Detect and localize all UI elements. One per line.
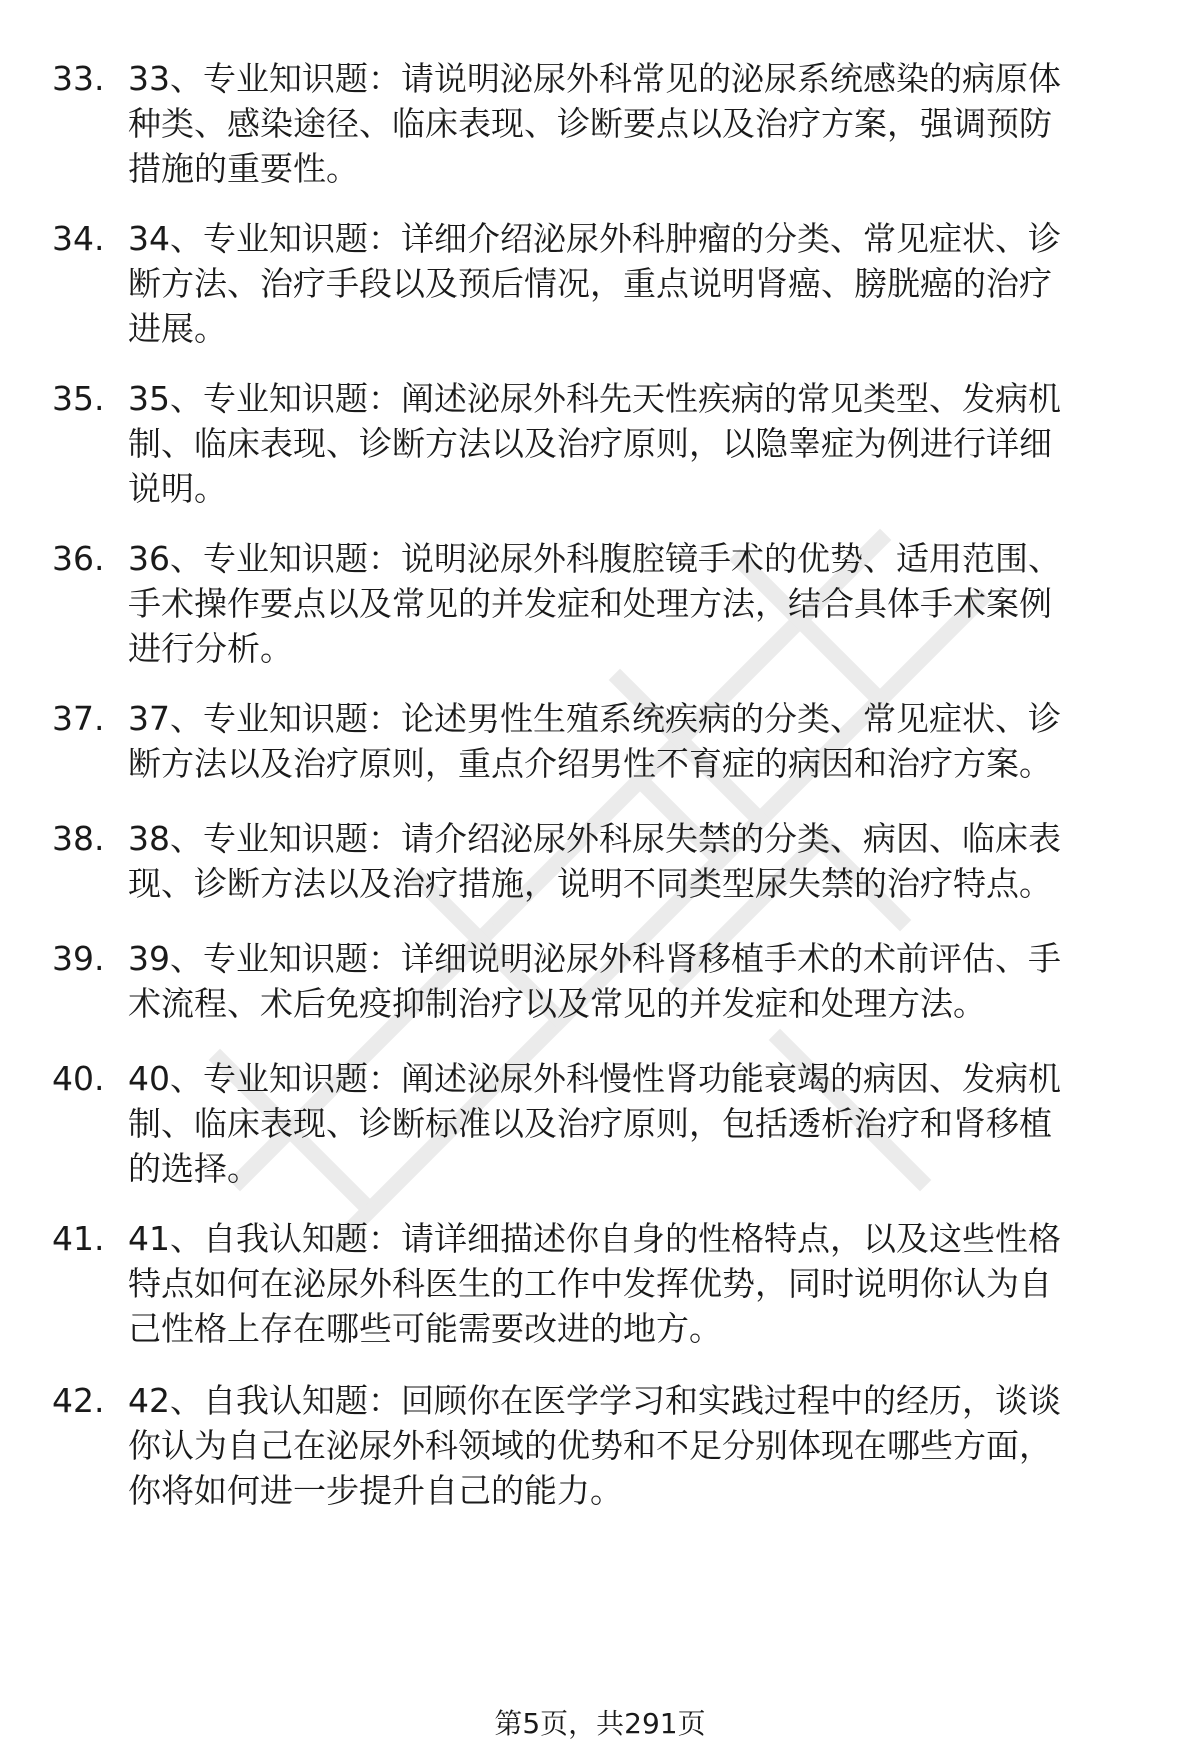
text-line: 断方法、治疗手段以及预后情况，重点说明肾癌、膀胱癌的治疗 [128,264,1052,303]
text-line: 你将如何进一步提升自己的能力。 [128,1471,623,1510]
question-text [128,816,1128,906]
list-number: 35. [52,379,105,418]
text-line: 说明。 [128,469,227,508]
question-text [128,216,1128,351]
question-text [128,1056,1128,1191]
list-number: 39. [52,939,105,978]
text-line: 37、专业知识题：论述男性生殖系统疾病的分类、常见症状、诊 [128,699,1061,738]
text-line: 35、专业知识题：阐述泌尿外科先天性疾病的常见类型、发病机 [128,379,1061,418]
question-text [128,376,1128,511]
text-line: 制、临床表现、诊断方法以及治疗原则，以隐睾症为例进行详细 [128,424,1052,463]
question-text [128,1216,1128,1351]
text-line: 的选择。 [128,1149,260,1188]
list-number: 38. [52,819,105,858]
text-line: 36、专业知识题：说明泌尿外科腹腔镜手术的优势、适用范围、 [128,539,1061,578]
text-line: 断方法以及治疗原则，重点介绍男性不育症的病因和治疗方案。 [128,744,1052,783]
text-line: 34、专业知识题：详细介绍泌尿外科肿瘤的分类、常见症状、诊 [128,219,1061,258]
text-line: 41、自我认知题：请详细描述你自身的性格特点，以及这些性格 [128,1219,1061,1258]
question-text [128,936,1128,1026]
list-number: 34. [52,219,105,258]
text-line: 术流程、术后免疫抑制治疗以及常见的并发症和处理方法。 [128,984,986,1023]
text-line: 制、临床表现、诊断标准以及治疗原则，包括透析治疗和肾移植 [128,1104,1052,1143]
list-number: 36. [52,539,105,578]
text-line: 39、专业知识题：详细说明泌尿外科肾移植手术的术前评估、手 [128,939,1061,978]
text-line: 进行分析。 [128,629,293,668]
question-text [128,536,1128,671]
text-line: 40、专业知识题：阐述泌尿外科慢性肾功能衰竭的病因、发病机 [128,1059,1061,1098]
list-number: 40. [52,1059,105,1098]
list-number: 37. [52,699,105,738]
text-line: 手术操作要点以及常见的并发症和处理方法，结合具体手术案例 [128,584,1052,623]
text-line: 种类、感染途径、临床表现、诊断要点以及治疗方案，强调预防 [128,104,1052,143]
text-line: 己性格上存在哪些可能需要改进的地方。 [128,1309,722,1348]
text-line: 42、自我认知题：回顾你在医学学习和实践过程中的经历，谈谈 [128,1381,1061,1420]
page-number: 第5页，共291页 [494,1707,706,1740]
text-line: 现、诊断方法以及治疗措施，说明不同类型尿失禁的治疗特点。 [128,864,1052,903]
text-line: 38、专业知识题：请介绍泌尿外科尿失禁的分类、病因、临床表 [128,819,1061,858]
text-line: 你认为自己在泌尿外科领域的优势和不足分别体现在哪些方面， [128,1426,1052,1465]
text-line: 特点如何在泌尿外科医生的工作中发挥优势，同时说明你认为自 [128,1264,1052,1303]
text-line: 措施的重要性。 [128,149,359,188]
list-number: 33. [52,59,105,98]
text-line: 进展。 [128,309,227,348]
text-line: 33、专业知识题：请说明泌尿外科常见的泌尿系统感染的病原体 [128,59,1061,98]
list-number: 42. [52,1381,105,1420]
question-text [128,1378,1128,1513]
list-number: 41. [52,1219,105,1258]
question-text [128,56,1128,191]
question-text [128,696,1128,786]
